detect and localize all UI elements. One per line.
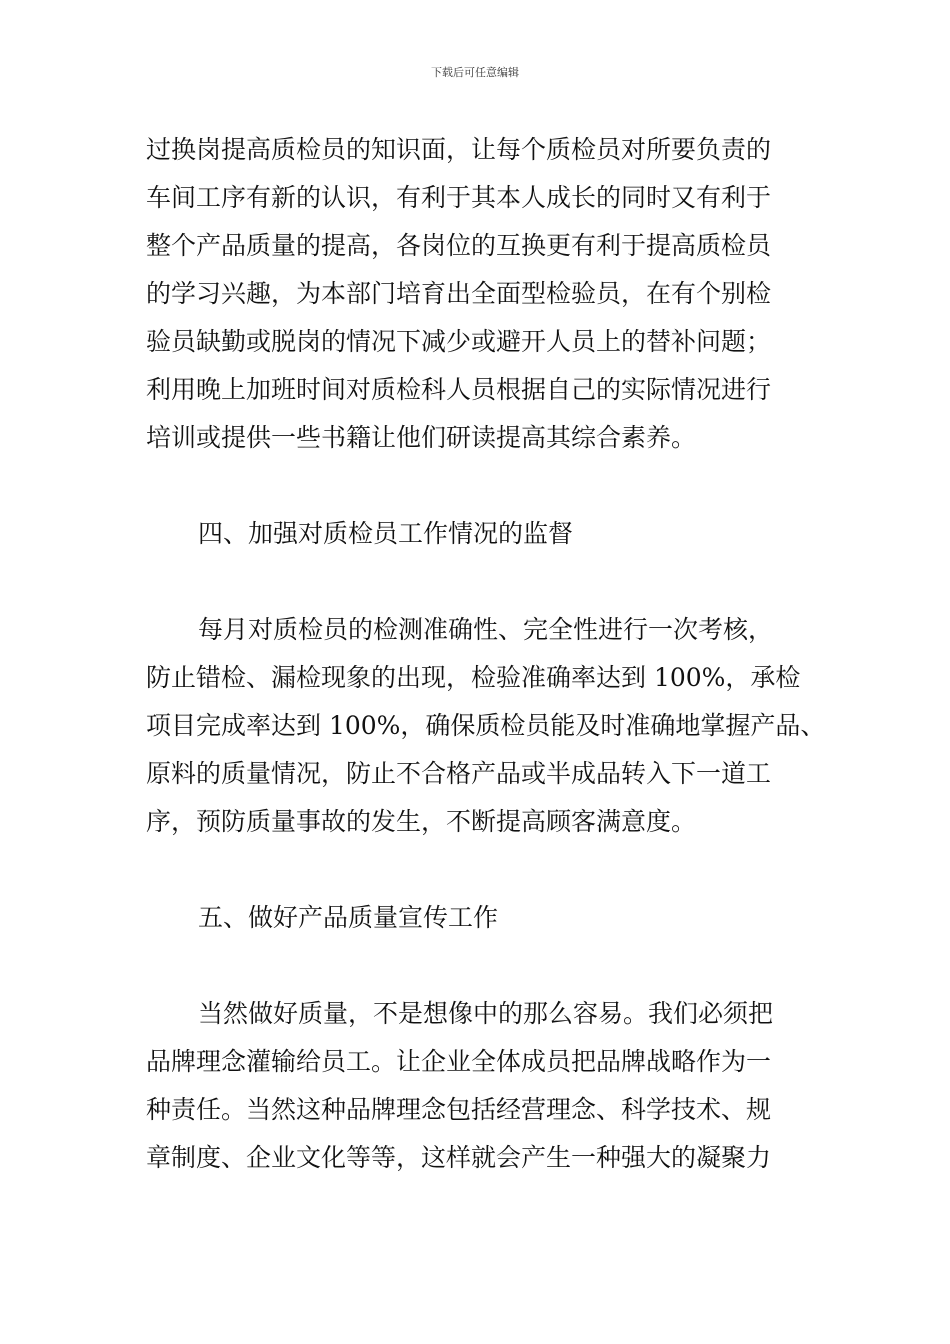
paragraph-line: 验员缺勤或脱岗的情况下减少或避开人员上的替补问题；	[146, 327, 772, 356]
paragraph-line: 利用晚上加班时间对质检科人员根据自己的实际情况进行	[146, 375, 772, 404]
paragraph-line: 车间工序有新的认识，有利于其本人成长的同时又有利于	[146, 183, 772, 212]
paragraph-line: 当然做好质量，不是想像中的那么容易。我们必须把	[198, 999, 774, 1028]
page-header-note: 下载后可任意编辑	[431, 66, 519, 79]
paragraph-line: 每月对质检员的检测准确性、完全性进行一次考核，	[198, 615, 774, 644]
paragraph-line: 整个产品质量的提高，各岗位的互换更有利于提高质检员	[146, 231, 772, 260]
paragraph-line: 防止错检、漏检现象的出现，检验准确率达到 100%，承检	[146, 663, 801, 692]
paragraph-line: 培训或提供一些书籍让他们研读提高其综合素养。	[146, 423, 697, 452]
section-heading-4: 四、加强对质检员工作情况的监督	[198, 519, 574, 548]
paragraph-spacer	[146, 846, 811, 894]
paragraph-line: 种责任。当然这种品牌理念包括经营理念、科学技术、规	[146, 1095, 772, 1124]
paragraph-spacer	[146, 558, 811, 606]
section-heading-5: 五、做好产品质量宣传工作	[198, 903, 499, 932]
paragraph-line: 章制度、企业文化等等，这样就会产生一种强大的凝聚力	[146, 1143, 772, 1172]
paragraph-line: 项目完成率达到 100%，确保质检员能及时准确地掌握产品、	[146, 711, 826, 740]
paragraph	[146, 606, 826, 846]
paragraph-line: 序，预防质量事故的发生，不断提高顾客满意度。	[146, 807, 697, 836]
paragraph-line: 品牌理念灌输给员工。让企业全体成员把品牌战略作为一	[146, 1047, 772, 1076]
paragraph-spacer	[146, 942, 811, 990]
paragraph-spacer	[146, 462, 811, 510]
paragraph-line: 过换岗提高质检员的知识面，让每个质检员对所要负责的	[146, 135, 772, 164]
document-body	[146, 126, 826, 1182]
paragraph-line: 的学习兴趣，为本部门培育出全面型检验员，在有个别检	[146, 279, 772, 308]
paragraph	[146, 126, 811, 462]
paragraph-line: 原料的质量情况，防止不合格产品或半成品转入下一道工	[146, 759, 772, 788]
paragraph	[146, 990, 811, 1182]
